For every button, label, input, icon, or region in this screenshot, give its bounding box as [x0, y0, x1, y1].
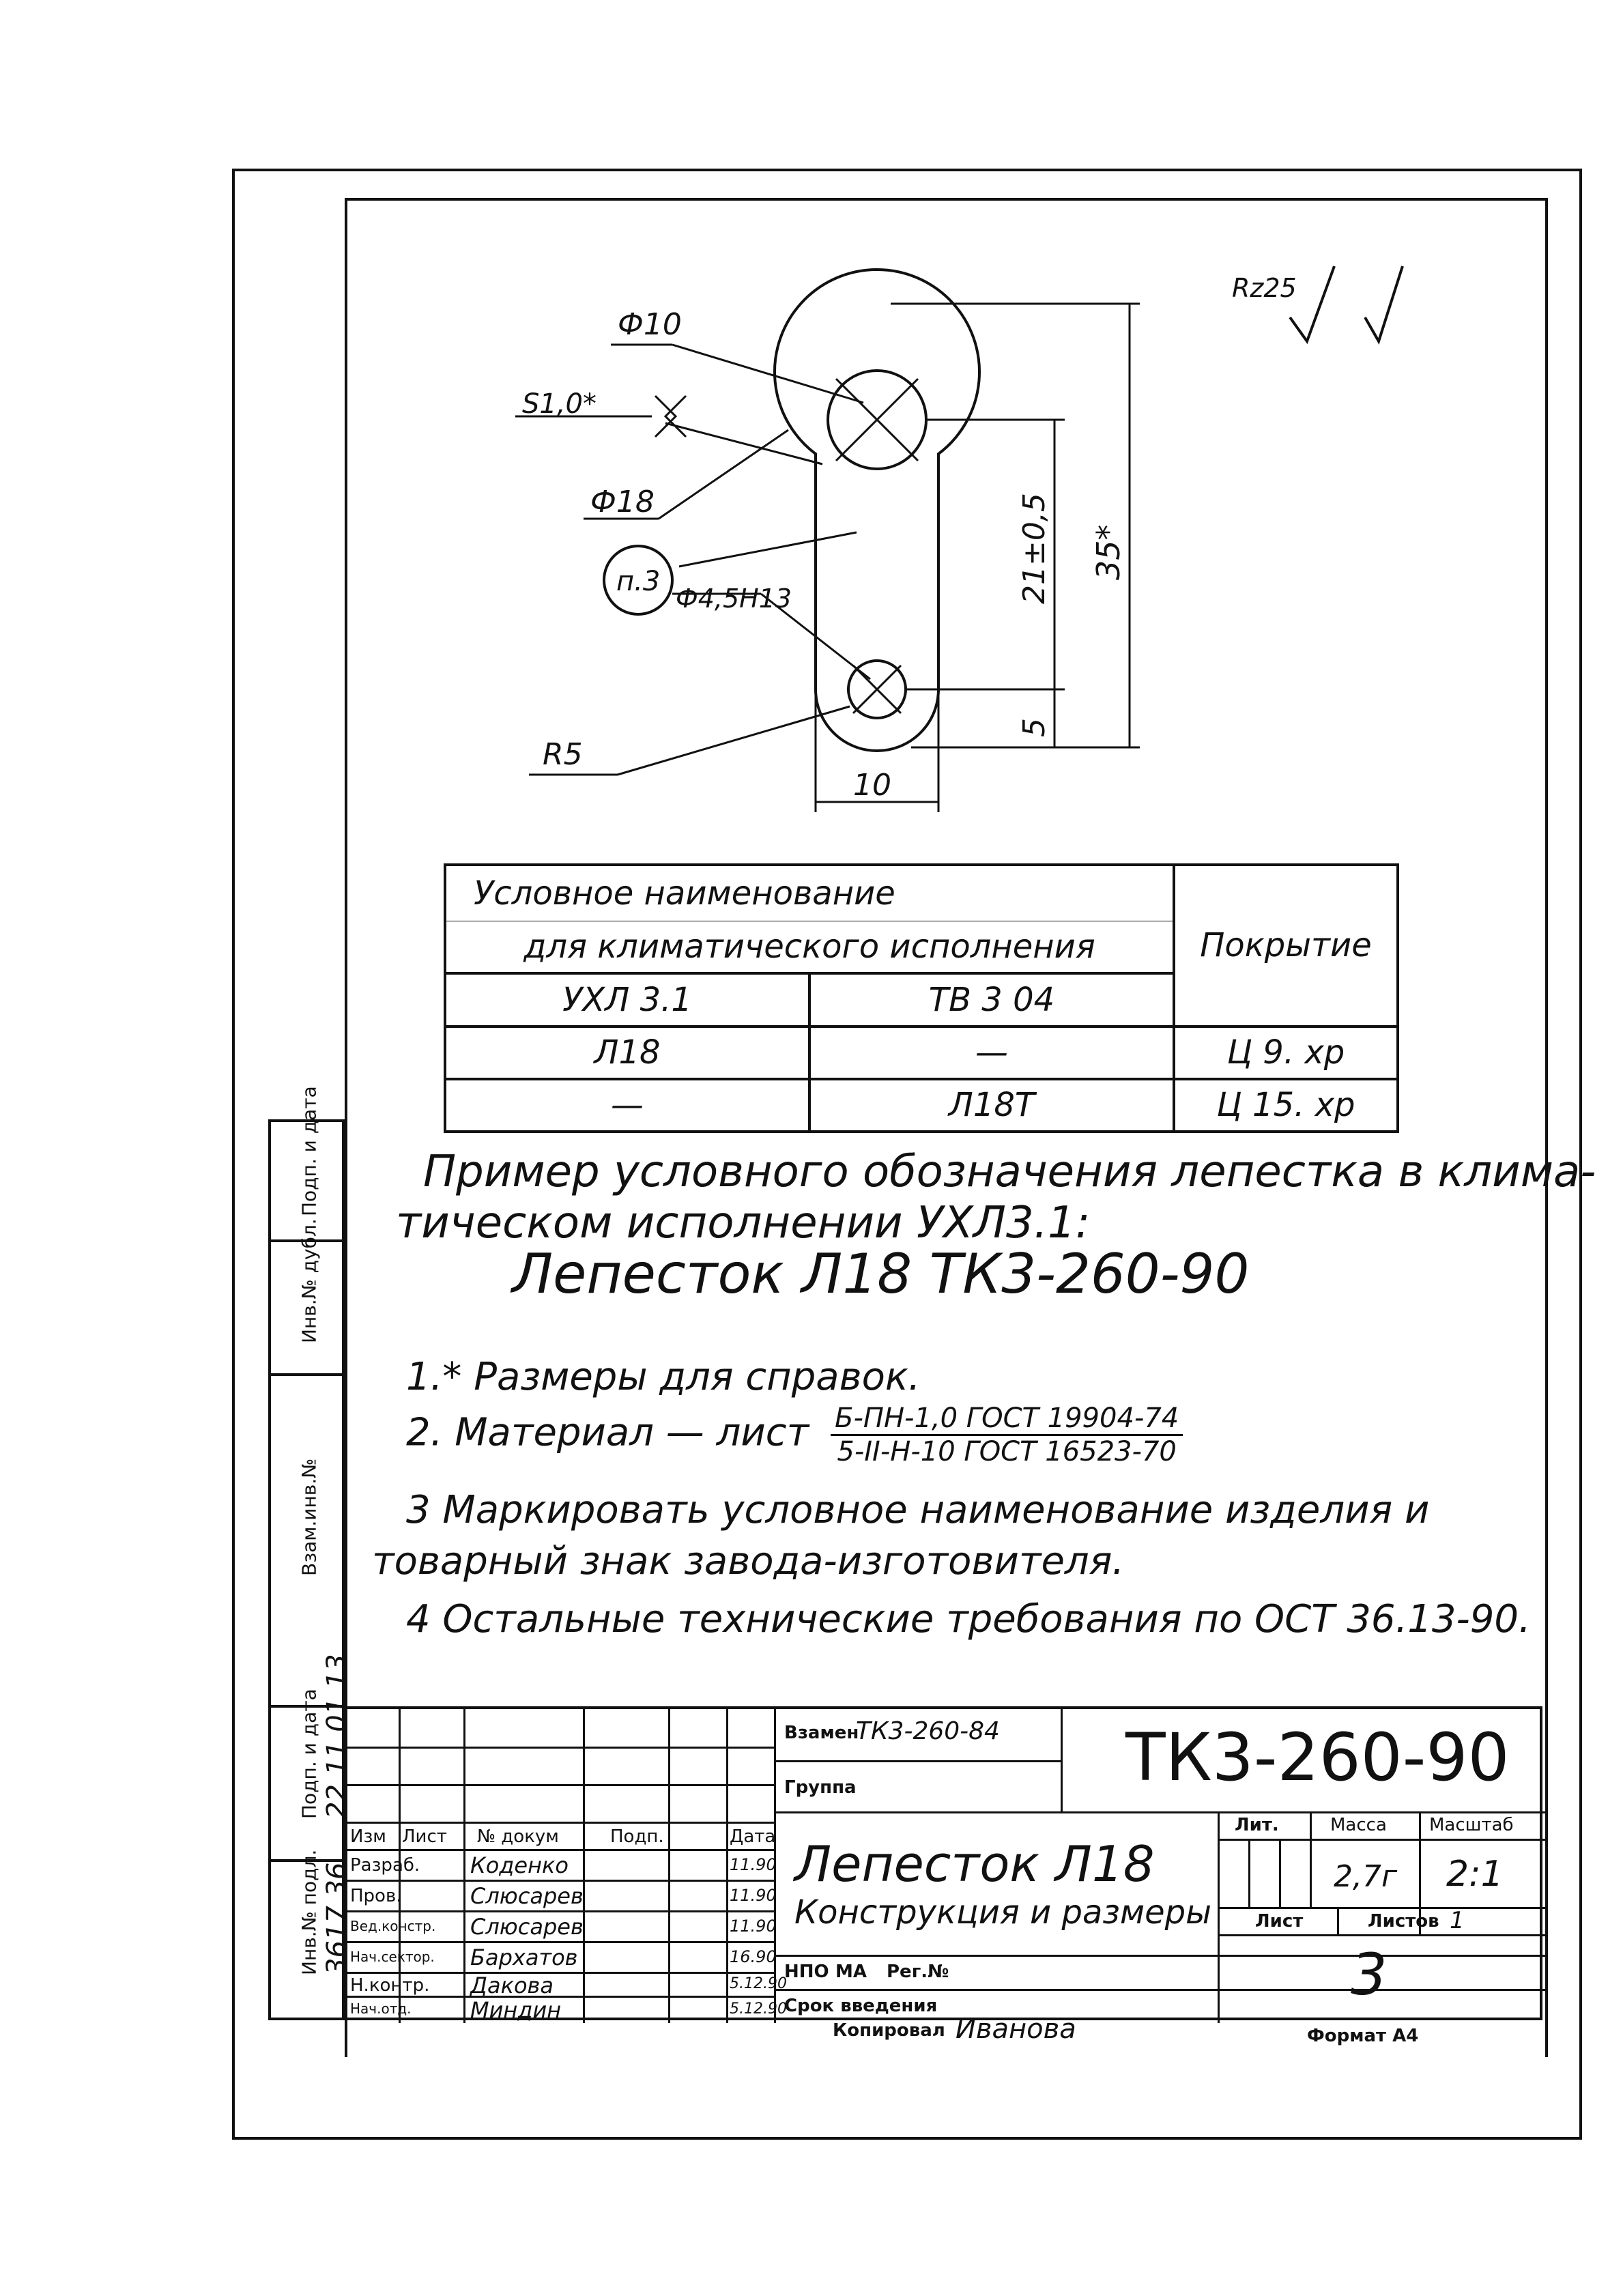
part-subtitle: Конструкция и размеры [794, 1893, 1212, 1932]
sheet-number: 3 [1351, 1941, 1388, 2008]
role-label: Н.контр. [350, 1975, 430, 1996]
dim-d45: Ф4,5Н13 [676, 584, 792, 614]
strip-label: Подп. и дата [298, 1689, 321, 1819]
role-label: Нач.отд. [350, 2000, 412, 2017]
role-label: Вед.констр. [350, 1918, 436, 1934]
strip-label: Подп. и дата [298, 1086, 321, 1216]
replaces-label: Взамен [784, 1723, 859, 1743]
left-side-strip [268, 1086, 353, 2020]
dim-h5: 5 [1017, 718, 1052, 737]
coating-table-header-line2: для климатического исполнения [445, 921, 1174, 973]
header-doc: № докум [477, 1826, 559, 1847]
dim-d18: Ф18 [590, 485, 655, 519]
strip-label: Инв.№ дубл. [298, 1218, 321, 1343]
example-line2: тическом исполнении УХЛ3.1: [396, 1198, 1091, 1248]
roughness-value: Rz25 [1232, 273, 1297, 303]
dim-w10: 10 [853, 768, 891, 803]
strip-cell [268, 1218, 345, 1376]
start-date-label: Срок введения [784, 1996, 938, 2016]
note-3-line1: 3 Маркировать условное наименование изделия и [406, 1488, 1430, 1532]
material-numerator: Б-ПН-1,0 ГОСТ 19904-74 [831, 1403, 1183, 1436]
role-name: Бархатов [470, 1945, 578, 1970]
role-name: Слюсарев [470, 1883, 584, 1909]
strip-inv-value: 3617 36 [321, 1862, 353, 1975]
org-value: МА [835, 1962, 867, 1982]
role-label: Пров. [350, 1886, 402, 1906]
header-date: Дата [730, 1826, 776, 1847]
role-name: Дакова [470, 1972, 554, 1998]
role-date: 5.12.90 [730, 1975, 787, 1992]
coating-table [444, 863, 1399, 1133]
table-cell: Л18 [445, 1027, 809, 1079]
role-name: Миндин [470, 1997, 562, 2023]
role-date: 11.90 [730, 1855, 777, 1874]
replaces-value: ТК3-260-84 [856, 1717, 1000, 1745]
header-izm: Изм [350, 1826, 386, 1847]
role-date: 5.12.90 [730, 2000, 787, 2018]
role-name: Коденко [470, 1852, 569, 1878]
table-cell: Ц 15. хр [1174, 1079, 1398, 1132]
table-cell: — [445, 1079, 809, 1132]
table-cell: Л18Т [809, 1079, 1174, 1132]
coating-table-sub-col2: ТВ 3 04 [809, 973, 1174, 1026]
role-date: 11.90 [730, 1917, 777, 1936]
table-row [445, 1079, 1398, 1132]
roughness-symbol [1290, 266, 1334, 341]
document-number: ТК3-260-90 [1125, 1719, 1510, 1796]
note-2 [406, 1403, 1183, 1467]
note-1: 1.* Размеры для справок. [406, 1355, 921, 1399]
mass-value: 2,7г [1334, 1859, 1398, 1894]
copied-label: Копировал [833, 2020, 945, 2041]
note-3-line2: товарный знак завода-изготовителя. [372, 1539, 1125, 1583]
strip-cell [268, 1654, 353, 1862]
org-label: НПО [784, 1962, 829, 1982]
scale-value: 2:1 [1446, 1854, 1504, 1895]
coating-table-sub-col1: УХЛ 3.1 [445, 973, 809, 1026]
dim-s10: S1,0* [522, 388, 597, 420]
part-drawing [345, 198, 1542, 880]
header-list: Лист [402, 1826, 447, 1847]
part-outline [775, 270, 979, 751]
table-cell: Ц 9. хр [1174, 1027, 1398, 1079]
header-sign: Подп. [610, 1826, 664, 1847]
table-cell: — [809, 1027, 1174, 1079]
note-2-prefix: 2. Материал — лист [406, 1410, 809, 1455]
dim-h35: 35* [1090, 524, 1127, 580]
mass-label: Масса [1330, 1815, 1387, 1835]
copied-name: Иванова [956, 2013, 1076, 2045]
lit-label: Лит. [1235, 1815, 1279, 1835]
coating-table-header-line1: Условное наименование [445, 865, 1174, 921]
strip-label: Инв.№ подл. [298, 1849, 321, 1975]
scale-label: Масштаб [1429, 1815, 1514, 1835]
group-label: Группа [784, 1777, 857, 1798]
sheets-value: 1 [1450, 1907, 1465, 1934]
strip-sign-value: 22.11.01.13 [321, 1654, 353, 1819]
role-label: Разраб. [350, 1855, 420, 1876]
table-row [445, 1027, 1398, 1079]
part-drawing-svg [345, 198, 1542, 880]
role-date: 16.90 [730, 1947, 777, 1966]
part-name: Лепесток Л18 [794, 1835, 1155, 1893]
sheets-label: Листов [1368, 1911, 1439, 1932]
title-block [345, 1706, 1542, 2023]
note-4: 4 Остальные технические требования по ОСТ 36.13-90. [406, 1597, 1531, 1641]
note-ref: п.3 [616, 566, 661, 597]
strip-label: Взам.инв.№ [298, 1458, 321, 1576]
dim-d10: Ф10 [618, 307, 682, 342]
material-fraction [831, 1403, 1183, 1467]
example-line1: Пример условного обозначения лепестка в клима- [423, 1147, 1596, 1197]
dim-r5: R5 [543, 737, 583, 772]
coating-table-header-coating: Покрытие [1174, 865, 1398, 1027]
material-denominator: 5-II-Н-10 ГОСТ 16523-70 [837, 1436, 1177, 1467]
role-label: Нач.сектор. [350, 1949, 435, 1965]
reg-label: Рег.№ [887, 1962, 949, 1982]
format-label: Формат А4 [1307, 2026, 1419, 2046]
strip-cell [268, 1849, 353, 2020]
sheet-label: Лист [1255, 1911, 1304, 1932]
role-date: 11.90 [730, 1886, 777, 1905]
role-name: Слюсарев [470, 1914, 584, 1940]
dim-h21: 21±0,5 [1017, 493, 1052, 604]
example-designation: Лепесток Л18 ТК3-260-90 [512, 1242, 1250, 1306]
